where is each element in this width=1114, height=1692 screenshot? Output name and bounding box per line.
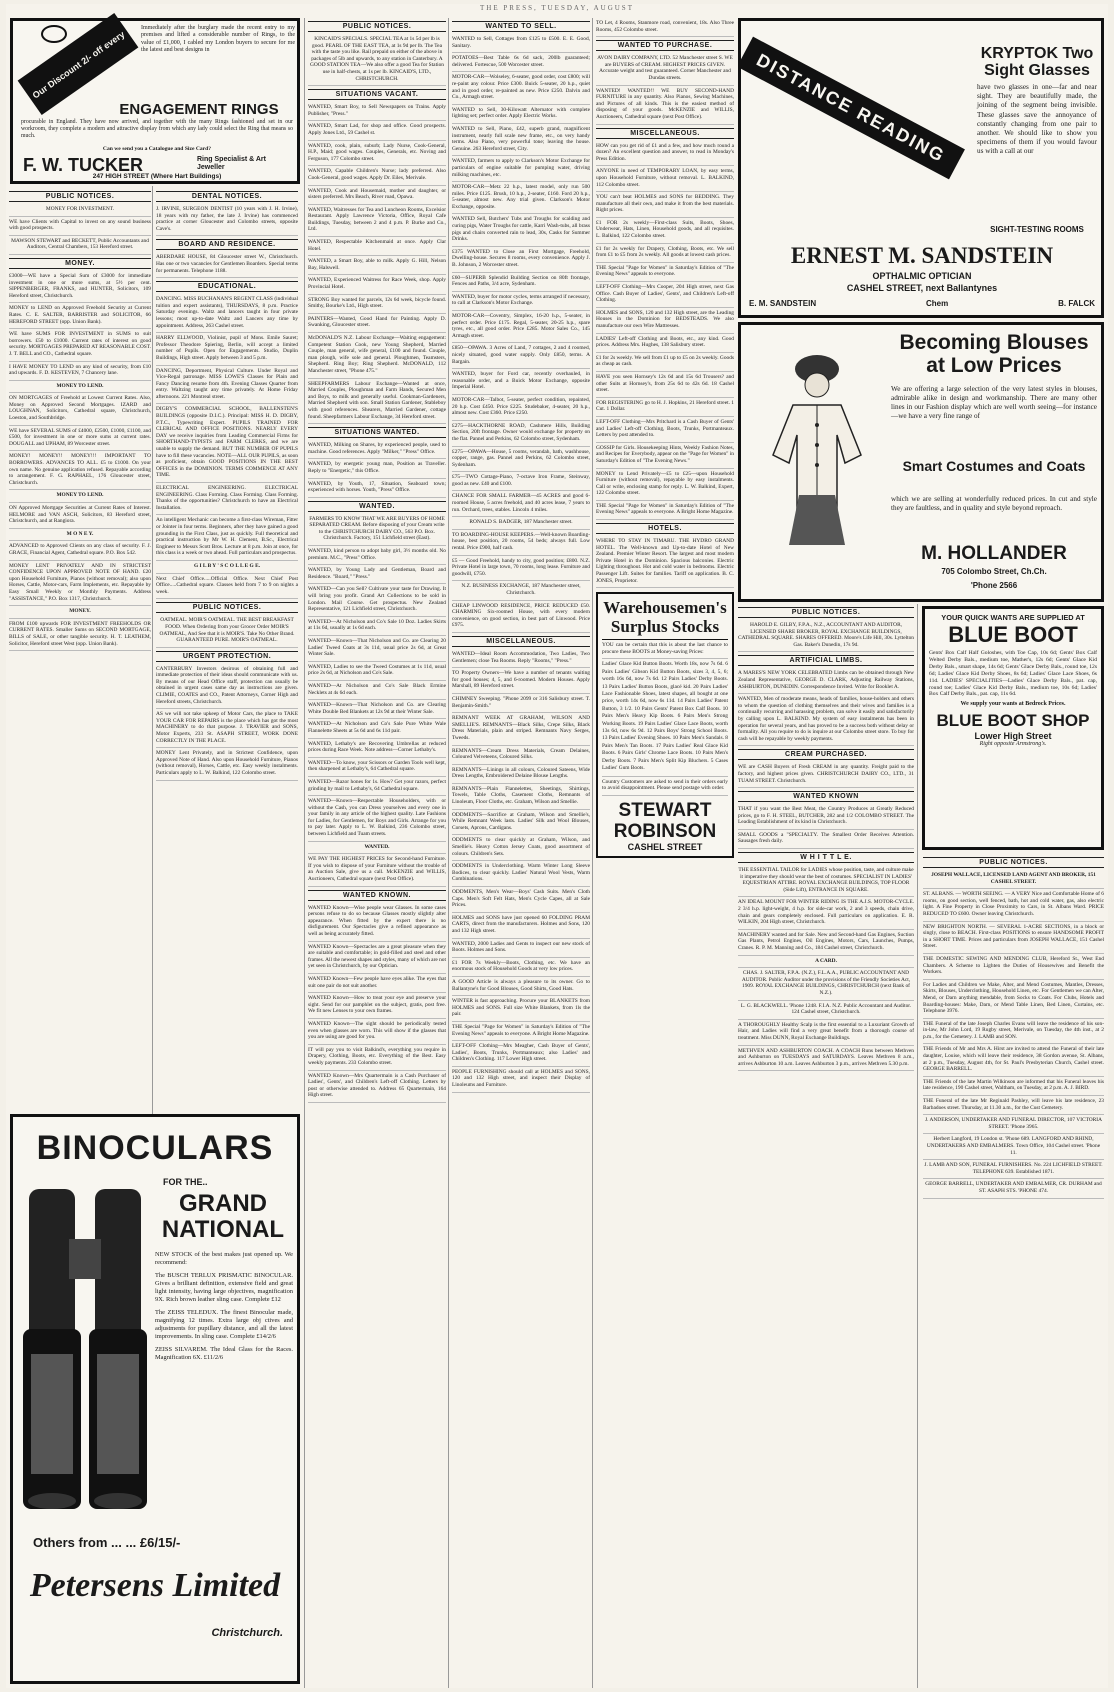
sight-testing-rooms: SIGHT-TESTING ROOMS <box>990 225 1084 234</box>
notice-grace: ADVANCED to Approved Clients on any class of security. F. J. GRACE, Financial Agent, Cathedral square. P.O. Box 542. <box>9 541 151 560</box>
blue-boot-shop: BLUE BOOT SHOP <box>936 711 1090 731</box>
misc-12: HOLMES and SONS have just opened 60 FOLDING PRAM CARTS, direct from the manufacturers. Holmes and Sons, 120 and 132 High street. <box>452 913 590 939</box>
notice-salter-card: CHAS. J. SALTER, F.P.A. (N.Z.), F.L.A.A., PUBLIC ACCOUNTANT AND AUDITOR. Public Auditor under the provisions of the Friendly Societies Act, 1909. ROYAL EXCHANGE BUILDINGS, CHRISTCHURCH (next Bank of N.Z.). <box>738 968 914 1000</box>
card-heading: A CARD. <box>738 956 914 969</box>
tucker-ad <box>10 18 300 184</box>
notice-leathem: FROM £100 upwards FOR INVESTMENT FREEHOLDS OR CURRENT RATES. Smaller Sums on SECOND MORTGAGE, BILLS of SALE, or other tangible security. H. T. LEATHEM, Solicitor, Hereford street West (opp. Union Bank). <box>9 619 151 651</box>
sell-20: RONALD S. BADGER, 187 Manchester street. <box>452 517 590 530</box>
sell-22: £5 — Good Freehold, handy to city, good position; £800. N.Z. Private Hotel in large town, 70 rooms, long lease. Furniture and goodwill, £750. <box>452 556 590 582</box>
binoculars-zeiss-silvarem: ZEISS SILVAREM. The Ideal Glass for the Races. Magnification 6X. £11/2/6 <box>155 1346 293 1361</box>
sandstein-staff: E. M. SANDSTEIN Chem B. FALCK <box>749 299 1095 308</box>
vacancy-1: WANTED, Smart Boy, to Sell Newspapers on Trains. Apply Publisher, "Press." <box>308 102 446 121</box>
c5-misc-15: MONEY to Lend Privately—£5 to £25—upon Household Furniture (without removal), repayable by easy instalments. Call or write, enclosing stamp for reply. L. W. Balkind, Expert, 122 Colombo street. <box>596 469 734 501</box>
hollander-phone: 'Phone 2566 <box>970 581 1018 590</box>
notice-balkind: MONEY Lent Privately, and in Strictest Confidence, upon Approved Note of Hand. Also upon Household Furniture, Pianos (without removal), Horses, Cattle, etc. Easy weekly instalments. Particulars apply to L. W. Balkind, 122 Colombo street. <box>156 748 298 780</box>
public-notices-heading-5: PUBLIC NOTICES. <box>923 857 1104 868</box>
blue-boot-intro: YOUR QUICK WANTS ARE SUPPLIED AT <box>941 613 1085 622</box>
hollander-headline: Becoming Blouses at Low Prices <box>899 331 1089 377</box>
sell-6: WANTED, farmers to apply to Clarkson's Motor Exchange for particulars of engine suitable for pumping water, driving milking machines, etc. <box>452 156 590 182</box>
wanted-2: WANTED, kind person to adopt baby girl, 3½ months old. No premium. M.C., "Press" Office. <box>308 546 446 565</box>
wanted-purchase-heading: WANTED TO PURCHASE. <box>596 40 734 51</box>
wanted-known-heading-2: WANTED KNOWN <box>738 791 914 802</box>
vacancy-8: WANTED, a Smart Boy, able to milk. Apply G. Hill, Nelson Bay, Halswell. <box>308 256 446 275</box>
sell-23: N.Z. BUSINESS EXCHANGE, 187 Manchester street, Christchurch. <box>452 581 590 600</box>
notice-electrical: ELECTRICAL ENGINEERING. ELECTRICAL ENGINEERING. Class Forming. Class Forming. Class Forming. Thanks of the opportunities? Christchurch to have an Electrical Installation. <box>156 483 298 515</box>
sell-15: MOTOR-CAR—Talbot, 5-seater, perfect condition, repainted, 20 h.p. Cost £450. Price £225. Studebaker, 4-seater, 20 h.p., almost new. Cost £360. Price £250. <box>452 395 590 421</box>
board-heading: BOARD AND RESIDENCE. <box>156 239 298 250</box>
sit-wanted-3: WANTED, by Youth, 17, Situation, Seaboard town; experienced with horses. Youth, "Press" Office. <box>308 479 446 498</box>
notice-dougall: WE have SEVERAL SUMS of £4000, £2500, £1000, £1100, and £500, for investment in one or more sums at current rates. DOUGALL and UPHAM, 89 Worcester street. <box>9 426 151 452</box>
public-notices-heading-2: PUBLIC NOTICES. <box>156 602 298 613</box>
notice-kincaids: KINCAID'S SPECIALS. SPECIAL TEA at 1s 5d per lb is good. PEARL OF THE EAST TEA, at 1s 9d per lb. The Tea with the taste you like. Rail prepaid on either of the above in packages of 5lb and upwards, to any station in Canterbury. A GOOD STATION TEA—We also offer a good Tea for Station use in half-chests, at 1s per lb. KINCAID'S, LTD., CHRISTCHURCH. <box>308 34 446 86</box>
hotels-heading: HOTELS. <box>596 523 734 534</box>
misc-9: ODDMENTS to clear quickly at Graham, Wilson, and Smellie's. Heavy Cotton Jersey Coats, good assortment of colours. Children's Sets. <box>452 835 590 861</box>
notice-scalp: A THOROUGHLY Healthy Scalp is the first essential to a Luxuriant Growth of Hair, and Ladies will find a very great benefit from a thorough course of treatment. Miss DUNN, Royal Exchange Buildings. <box>738 1020 914 1046</box>
c5-misc-16: THE Special "Page for Women" in Saturday's Edition of "The Evening News" appeals to everyone. A Bright Home Magazine. <box>596 501 734 520</box>
notice-machinery: MACHINERY wanted and for Sale. New and Second-hand Gas Engines, Suction Gas Plants, Petrol Engines, Oil Engines, Motors, Cars, Launches, Pumps, Cranes. R. P. M. Manning and Co., 184 Cashel street, Christchurch. <box>738 930 914 956</box>
binoculars-event: GRAND NATIONAL <box>161 1190 285 1243</box>
notice-money-privately: MONEY LENT PRIVATELY AND IN STRICTEST CONFIDENCE UPON APPROVED NOTE OF HAND. £20 upon Household Furniture, Pianos (without removal); also upon Horses, Cattle, Motor-cars, Farm Implements, etc. Repayable by Easy Small Weekly or Monthly Payments. Address "ASSISTANCE," P.O. Box 1317, Christchurch. <box>9 561 151 607</box>
to-let: TO Let, 4 Rooms, Stanmore road, convenient, 18s. Also Three Rooms, 452 Colombo street. <box>596 18 734 37</box>
wanted-15: WE PAY THE HIGHEST PRICES for Second-hand Furniture. If you wish to dispose of your Furniture without the trouble of an Auction Sale, give us a call. McKENZIE and WILLIS, Auctioneers, Cathedral square (next Post Office). <box>308 854 446 886</box>
money-to-lend-heading-2: MONEY TO LEND. <box>9 490 151 503</box>
notice-digby: DIGBY'S COMMERCIAL SCHOOL, BALLENSTEN'S BUILDINGS (opposite D.I.C.). Principal: MISS H. D. DIGBY, P.T.C., Typewriting Expert. PUPILS TRAINED FOR CLERICAL AND OFFICE POSITIONS. NEARLY EVERY DAY we receive inquiries from Leading Commercial Firms for SHORTHAND-TYPISTS and FARM CLERKS, and we are unable to supply the demand. BUT THE NUMBER OF PUPILS have to fill these vacancies. NOTE—ALL OUR PUPILS, as soon as proficient, obtain GOOD POSITIONS IN THE BEST OFFICES in the DOMINION. TERMS COMMENCE AT ANY TIME. <box>156 404 298 483</box>
sell-21: TO BOARDING-HOUSE KEEPERS.—Well-known Boarding-house, best position, 20 rooms, 54 beds; always full. Low rental. Price £900, half cash. <box>452 530 590 556</box>
vacancy-2: WANTED, Smart Lad, for shop and office. Good prospects. Apply Jones Ltd., 59 Cashel st. <box>308 121 446 140</box>
notice-wallace: JOSEPH WALLACE, LICENSED LAND AGENT AND BROKER, 151 CASHEL STREET. <box>923 870 1104 889</box>
notice-mawson-stewart: MAWSON STEWART and BECKETT, Public Accountants and Auditors, Central Chambers, 153 Hereford street. <box>9 236 151 255</box>
c5-misc-3: YOU can't beat HOLMES and SONS for BEDDING. They manufacture all their own, and make it from the best materials. Right prices. <box>596 192 734 218</box>
money-investment-heading: MONEY FOR INVESTMENT. <box>9 204 151 217</box>
money-heading-3: MONEY. <box>9 606 151 619</box>
warehouse-intro: YOU can be certain that this is about the last chance to procure these BOOTS at Money-saving Prices: <box>602 640 728 659</box>
petersens-logo: Petersens Limited <box>29 1567 281 1604</box>
notice-small-goods: SMALL GOODS a "SPECIALTY. The Smallest Order Receives Attention. Sausages fresh daily. <box>738 830 914 849</box>
sell-19: CHANCE FOR SMALL FARMER—45 ACRES and good 6-roomed House, 5 acres freehold, and 40 acres lease, 7 years to run. Orchard, trees, stables. Lincoln 4 miles. <box>452 491 590 517</box>
notice-st-albans: ST. ALBANS. — WORTH SEEING. — A VERY Nice and Comfortable Home of 6 rooms, on good section, well fenced, bath, hot and cold water, gas, also electric light. A Fine Property in Close Proximity to Cars, in St. Albans Ward. PRICE REDUCED TO £600. Owner leaving Christchurch. <box>923 889 1104 921</box>
warehouse-title: Warehousemen's Surplus Stocks <box>602 598 728 640</box>
notice-clients-capital: WE have Clients with Capital to invest on any sound business with good prospects. <box>9 217 151 236</box>
wanted-known-heading: WANTED KNOWN. <box>308 890 446 901</box>
tucker-note: Can we send you a Catalogue and Size Card? <box>102 146 212 152</box>
money-heading-2: M O N E Y. <box>9 529 151 542</box>
notice-izard: ON MORTGAGES of Freehold at Lowest Current Rates. Also, Money on Approved Second Mortgages. IZARD and LOUGHNAN, Solicitors, Cathedral square, Christchurch, Loeston, and Southbridge. <box>9 393 151 425</box>
public-notices-heading-4: PUBLIC NOTICES. <box>738 607 914 618</box>
known-3: WANTED Known—Few people have eyes alike. The eyes that suit one pair do not suit another. <box>308 974 446 993</box>
sell-3: MOTOR-CAR—Wolseley, 6-seater, good order, cost £800; will re-paint any colour. Price £300. Buick 5-seater, 20 h.p., quiet and in good order, re-painted as new. Price £250. Dalvin and Co., Armagh street. <box>452 72 590 104</box>
misc-6: REMNANTS—Linings in all colours, Coloured Sateens, Wide Dress Lengths, Embroidered Delaine Blouse Lengths. <box>452 765 590 784</box>
sell-2: POTATOES—Best Table 6s 6d sack, 200lb guaranteed; delivered. Fortescue, 500 Worcester street. <box>452 53 590 72</box>
cream-heading: CREAM PURCHASED. <box>738 749 914 760</box>
tucker-body: procurable in England. They have now arrived, and together with the many Rings fashioned and set in our workroom, they complete a modern and attractive display from which any lady could select the Ring that means so much. <box>21 119 293 139</box>
notice-climie: CANTERBURY Investors desirous of obtaining full and immediate protection of their ideas should communicate with us. By means of our Head Office staff, protection can usually be obtained in urgent cases same day as instructions are given. CLIMIE, COATES and CO., Patent Attorneys, Corner High and Hereford streets, Christchurch. <box>156 664 298 710</box>
binoculars-busch: The BUSCH TERLUX PRISMATIC BINOCULAR. Gives a brilliant definition, extensive field and great light intensity, having large objectives, magnification 9X. Rich brown leather sling case. Complete £12 <box>155 1272 293 1303</box>
notice-cream: WE are CASH Buyers of Fresh CREAM in any quantity. Freight paid to the factory, and highest prices given. CHRISTCHURCH DAIRY CO., LTD., 31 TUAM STREET. Christchurch. <box>738 762 914 788</box>
tucker-title: ENGAGEMENT RINGS <box>119 101 279 118</box>
binoculars-ad <box>10 1114 300 1684</box>
c5-misc-13: LEFT-OFF Clothing—Mrs Pritchard is a Cash Buyer of Gents' and Ladies' Left-off Clothing, Boots, Trunks, Portmanteaux. Letters by post attended to. <box>596 417 734 443</box>
binoculars-for: FOR THE.. <box>163 1177 208 1187</box>
sandstein-name: ERNEST M. SANDSTEIN <box>790 243 1054 268</box>
newspaper-page <box>6 4 1108 1688</box>
hollander-ad <box>738 322 1104 602</box>
wanted-13: WANTED—Razor hones for 1s. How? Get your razors, perfect grinding by mail to Lethaby's, 64 Cathedral square. <box>308 777 446 796</box>
wanted-1: FARMERS TO KNOW THAT WE ARE BUYERS OF HOME SEPARATED CREAM. Before disposing of your Cream write to the CHRISTCHURCH DAIRY CO., 563 P.O. Box. Christchurch. Factory, 151 Lichfield street (East). <box>308 514 446 546</box>
misc-18: LEFT-OFF Clothing—Mrs Meagher, Cash Buyer of Gents', Ladies', Boots, Trunks, Portmanteaux; also Ladies' and Children's Clothing. 117 Lower High street. <box>452 1041 590 1067</box>
notice-mechanic: An intelligent Mechanic can become a first-class Wireman, Fitter or Jointer in four terms. Beginners, after they have gained a good grounding in the First Class, just as quickly. Full theoretical and practical instruction by Mr W. H. Clement, B.Sc., Electrical Engineer to Messrs Scott Bros. Lecture at 8 p.m. Join at once, for this class is a week or two ahead. Full particulars and prospectus. <box>156 515 298 561</box>
col7-content <box>923 854 1104 1688</box>
misc-11: ODDMENTS, Men's Wear—Boys' Cash Suits. Men's Cloth Caps. Men's Soft Felt Hats, Men's Cycle Capes, all at Sale Prices. <box>452 887 590 913</box>
binoculars-title: BINOCULARS <box>36 1129 274 1167</box>
sell-9: £375 WANTED to Close an First Mortgage, Freehold, Dwelling-house. Secures 8 rooms, every convenience. Apply J. B. Johnson, 2 Worcester street. <box>452 247 590 273</box>
sell-18: £75—TWO Cottage-Piano, 7-octave Iron Frame, Steinway, good as new. £40 and £100. <box>452 472 590 491</box>
wanted-3: WANTED, by Young Lady and Gentleman, Board and Residence. "Board," "Press." <box>308 565 446 584</box>
misc-3: CHIMNEY Sweeping. "Phone 2099 or 316 Salisbury street. T. Benjamin-Smith." <box>452 694 590 713</box>
warehouse-outro: Country Customers are asked to send in their orders early to avoid disappointment. Please send postage with order. <box>602 777 728 796</box>
vacancy-11: PAINTERS—Wanted, Good Hand for Painting. Apply D. Swanking, Gloucester street. <box>308 314 446 333</box>
vacancy-7: WANTED, Respectable Kitchenmaid at once. Apply Clar Hotel. <box>308 237 446 256</box>
known-6: IT will pay you to visit Balkind's, everything you require in Drapery, Clothing, Boots, etc. Everything of the Best. Easy weekly payments. 233 Colombo street. <box>308 1045 446 1071</box>
stewart-robinson-ad <box>596 592 734 857</box>
misc-heading-2: MISCELLANEOUS. <box>596 128 734 139</box>
binoculars-text <box>155 1251 293 1362</box>
blue-boot-body: Gents' Box Calf Half Goloshes, with Toe Cap, 10s 6d; Gents' Box Calf Welted Derby Bals., medium toe, Mather's, 12s 6d; Gents' Glace Kid Derby Bals., smart shape, 14s 6d; Gents' Glace Derby Bals., round toe, 12s 6d; Ladies' Glace Kid Derby Shoes, 8s 6d; Ladies' Glace Lace Shoes, 6s 11d. LADIES' SPECIALITIES—Ladies' Glace Derby Bals., pat. cap, round toe; Ladies' Glace Kid Derby Bals., medium toe, 10s 6d; Ladies' Box Calf Derby Bals., pat. cap, 11s 6d. <box>929 650 1097 698</box>
misc-5: REMNANTS—Cream Dress Materials, Cream Delaines, Coloured Velveteens, Coloured Silks. <box>452 746 590 765</box>
situations-vacant-heading: SITUATIONS VACANT. <box>308 89 446 100</box>
notice-helmore: ON Approved Mortgage Securities at Current Rates of Interest. HELMORE and VAN ASCH, Solicitors, 83 Hereford street, Christchurch, and at Rangiora. <box>9 503 151 529</box>
sell-12: MOTOR-CAR—Coventry, Simplex, 16-20 h.p., 5-seater, in perfect order. Price £175. Regal, 5-seater, 20-25 h.p., spare tyres, etc., all good order. Price £285. Motor Sales Co., 145 Armagh street. <box>452 311 590 343</box>
blue-boot-tag: We supply your wants at Bedrock Prices. <box>960 701 1066 708</box>
notice-raphael: MONEY! MONEY!! MONEY!!! IMPORTANT TO BORROWERS. ADVANCES TO ALL. £5 to £1000. On your own name. No genuine application refused. Repayable according to arrangement. F. G. RAPHAEL, 176 Gloucester street, Christchurch. <box>9 451 151 490</box>
sell-14: WANTED, buyer for Ford car, recently overhauled, in reasonable order, and a Buick Motor Exchange, opposite Imperial Hotel. <box>452 369 590 395</box>
tucker-name: F. W. TUCKER <box>23 155 143 175</box>
notice-moirs-oatmeal: OATMEAL. MOIR'S OATMEAL. THE BEST BREAKFAST FOOD. When Ordering from your Grocer Order MOIR'S OATMEAL, And See that it is MOIR'S. Take No Other Brand. GUARANTEED PURE. MOIR'S OATMEAL. <box>156 615 298 647</box>
notice-funeral-hirst: THE Friends of Mr and Mrs A. Hirst are invited to attend the Funeral of their late daughter, Louise, which will leave their residence, 38 Gordon avenue, St. Albans, at 2 p.m., Tuesday, August 4th, for St. Paul's Presbyterian Church, Cashel street. GEORGE BARRELL. <box>923 1044 1104 1076</box>
wanted-heading-2: WANTED. <box>308 842 446 855</box>
misc-14: £1 FOR 7s Weekly—Boots, Clothing, etc. We have an enormous stock of Household Goods at very low prices. <box>452 958 590 977</box>
col6-content <box>738 604 918 1688</box>
notice-whittle: THE ESSENTIAL TAILOR for LADIES whose position, taste, and culture make it imperative they should wear the best of costumes. SPECIALIST IN LADIES' EQUESTRIAN ATTIRE. ROYAL EXCHANGE BUILDINGS, TOP FLOOR (Side Lift), ENTRANCE IN SQUARE. <box>738 865 914 897</box>
notice-funeral-evans: THE Funeral of the late Joseph Charles Evans will leave the residence of his son-in-law, Mr John Lord, 19 Rugby street, Merivale, on Tuesday, the 4th inst., at 2 p.m., for the Cemetery. J. LAMB and SON. <box>923 1019 1104 1045</box>
stewart-robinson-name: STEWART ROBINSON <box>613 799 717 842</box>
c5-misc-6: THE Special "Page for Women" in Saturday's Edition of "The Evening News" appeals to everyone. <box>596 263 734 282</box>
distance-reading-banner: DISTANCE READING <box>738 37 965 180</box>
kryptok-body: have two glasses in one—far and near sight. They are beautifully made, the joining of the segment being invisible. These glasses save the annoyance of constantly changing from one pair to another. We should like to show you specimens of them if you would favour us with a call at our <box>977 83 1097 156</box>
wanted-4: WANTED—Can you Sell? Cultivate your taste for Drawing. It will bring you profit. Grand Art Collections to be sold in London. Mail Course. Get prospectus. New Zealand Representative, 121 Lichfield street, Christchurch. <box>308 584 446 616</box>
dental-heading: DENTAL NOTICES. <box>156 191 298 202</box>
notice-hgilby: HAROLD E. GILBY, F.P.A., N.Z., ACCOUNTANT AND AUDITOR, LICENSED SHARE BROKER, ROYAL EXCHANGE BUILDINGS, CATHEDRAL SQUARE. SHARES OFFERED. Moore's Life Hill, 30s. Lyttelton Gas. Baker's Dunedin, 17s 9d. <box>738 620 914 652</box>
wanted-5: WANTED—At Nicholson and Co's Sale 10 Doz. Ladies Skirts at 11s 6d, usually at 1s 6d each. <box>308 617 446 636</box>
wanted-7: WANTED, Ladies to see the Tweed Costumes at 1s 11d, usual price 2s 6d, at Nicholson and Co's Sale. <box>308 662 446 681</box>
misc-7: REMNANTS—Plain Flannelettes, Sheetings, Shirtings, Towels, Table Cloths, Casement Cloths, Remnants of Linoleum, Floor Cloths, etc. Graham, Wilson and Smellie. <box>452 784 590 810</box>
blue-boot-address: Lower High Street <box>974 731 1052 742</box>
notice-funeral-wilkinson: THE Friends of the late Martin Wilkinson are informed that his Funeral leaves his late residence, 190 Cashel street, Waltham, on Tuesday, at 2 p.m. A. J. BIRD. <box>923 1077 1104 1096</box>
c5-misc-8: HOLMES and SONS, 120 and 132 High street, are the Leading Houses in the Dominion for BEDSTEADS. We also manufacture our own Wire Mattresses. <box>596 308 734 334</box>
misc-13: WANTED, 2000 Ladies and Gents to inspect our new stock of Boots. Holmes and Sons. <box>452 939 590 958</box>
known-5: WANTED Known—The sight should be periodically tested even when glasses are worn. This will show if the glasses that you are using are good for you. <box>308 1019 446 1045</box>
hollander-name: M. HOLLANDER <box>921 543 1067 564</box>
ring-icon <box>41 25 67 43</box>
tucker-trade: Ring Specialist & Art Jeweller <box>197 156 266 171</box>
notice-irvine: J. IRVINE, SURGEON DENTIST (10 years with J. H. Irvine), 18 years with my father, the late J. Irvine) has commenced practice at corner Gloucester and Colombo streets, opposite Cave's. <box>156 204 298 236</box>
hollander-body-2: which we are selling at wonderfully reduced prices. In cut and style they are faultless, and in quality and style beyond reproach. <box>891 495 1097 512</box>
sell-24: CHEAP LINWOOD RESIDENCE, PRICE REDUCED £50. CHARMING Six-roomed House, with every modern convenience, on good section, in best part of Linwood. Price £975. <box>452 601 590 633</box>
urgent-heading: URGENT PROTECTION. <box>156 651 298 662</box>
known-1: WANTED Known—Wise people wear Glasses. In some cases persons refuse to do so because Glasses mostly slightly alter appearance. When fitted by the expert there is no disfigurement. Our Spectacles give a refined appearance as well as being accurately fitted. <box>308 903 446 942</box>
notice-buchanan: DANCING. MISS BUCHANAN'S REGENT CLASS (individual tuition and expert assistants), THURSDAYS, 8 p.m. Practice Saturday evenings. Waltz and lancers taught in four private lessons; most up-to-date Waltz and Lancers any time by appointment. Address, 263 Cashel street. <box>156 294 298 333</box>
sell-17: £275—OPAWA—House, 5 rooms, verandah, bath, washhouse, copper, range, gas. Pannel and Perkins, 62 Colombo street, Sydenham. <box>452 447 590 473</box>
masthead: THE PRESS, TUESDAY, AUGUST <box>480 4 634 12</box>
limbs-heading: ARTIFICIAL LIMBS. <box>738 655 914 666</box>
c5-misc-5: £1 for 2s weekly for Drapery, Clothing, Boots, etc. We sell from £1 to £5 from 2s weekly. All goods at lowest cash prices. <box>596 244 734 263</box>
notice-domestic-club: THE DOMESTIC SEWING AND MENDING CLUB, Hereford St., West End Chambers. A Scheme to Lighten the Duties of Housewives and Benefit the Workers. <box>923 954 1104 980</box>
notice-lamb: J. LAMB AND SON, FUNERAL FURNISHERS. No. 224 LICHFIELD STREET. TELEPHONE 639. Established 1871. <box>923 1160 1104 1179</box>
sell-10: £60—SUPERB Splendid Building Section on 80ft frontage, Fences and Paths, 3/4 acre, Sydenham. <box>452 273 590 292</box>
c5-misc-4: £1 FOR 2s weekly—First-class Suits, Boots, Shoes, Underwear, Hats, Linen, Household goods, and all requisites. L. Balkind, 122 Colombo street. <box>596 218 734 244</box>
stewart-robinson-address: CASHEL STREET <box>627 841 703 852</box>
wanted-8: WANTED—At Nicholson and Co's Sale Black Ermine Necklets at 4s 6d each. <box>308 681 446 700</box>
misc-1: WANTED—Ideal Room Accommodation, Two Ladies, Two Gentlemen; close Tea Rooms. Reply "Rooms," "Press." <box>452 649 590 668</box>
tucker-intro: Immediately after the burglary made the recent entry to my premises and lifted a considerable number of Rings, to the value of £1,000, I cabled my London buyers to secure for me the latest and best designs in <box>141 25 295 54</box>
col3-content <box>304 18 446 1688</box>
blouse-illustration <box>749 345 885 545</box>
c5-misc-2: ANYONE in need of TEMPORARY LOAN, by easy terms, upon Household Furniture, without removal. L. BALKIND, 112 Colombo street. <box>596 166 734 192</box>
misc-4: REMNANT WEEK AT GRAHAM, WILSON AND SMELLIE'S. REMNANTS—Black Silks, Crepe Silks, Black Dress Materials, plain and striped. Remnants Navy Serges, Tweeds. <box>452 713 590 745</box>
notice-salter: MONEY to LEND on Approved Freehold Security at Current Rates. C. E. SALTER, BARRISTER and SOLICITOR, 66 HEREFORD STREET (opp. Union Bank). <box>9 303 151 329</box>
hollander-body: We are offering a large selection of the very latest styles in blouses, admirable alike in design and workmanship. There are many other lines in our Fashion display which are well worth seeing—for instance—we have a very fine range of <box>891 385 1097 420</box>
wanted-to-sell-heading: WANTED TO SELL. <box>452 21 590 32</box>
whittle-heading: W H I T T L E. <box>738 852 914 863</box>
blue-boot-note: Right opposite Armstrong's. <box>979 741 1047 748</box>
known-7: WANTED Known—Mrs Quartermain is a Cash Purchaser of Ladies', Gents', and Children's Left-off Clothing. Letters by post or otherwise attended to. Address 65 Quartermain, 164 High street. <box>308 1071 446 1103</box>
misc-8: ODDMENTS—Sacrifice at Graham, Wilson and Smellie's, While Remnant Week lasts. Ladies' Silk and Wool Blouses, Corsets, Aprons, Cardigans. <box>452 810 590 836</box>
wanted-12: WANTED—To know, your Scissors or Garden Tools well kept, then sharpened at Lethaby's, 64 Cathedral square. <box>308 758 446 777</box>
misc-10: ODDMENTS in Underclothing. Warm Winter Long Sleeve Bodices, to clear quickly. Ladies' Natural Wool Vests, Warm Combinations. <box>452 861 590 887</box>
notice-barrell: GEORGE BARRELL, UNDERTAKER AND EMBALMER, CR. DURHAM and ST. ASAPH STS. 'PHONE 474. <box>923 1179 1104 1198</box>
binoculars-intro: NEW STOCK of the best makes just opened up. We recommend: <box>155 1251 293 1266</box>
discount-ribbon: Our Discount 2/- off every £1 <box>18 13 139 115</box>
wanted-14: WANTED—Known—Respectable Householders, with or without the Cash, you can Dress yourselves and every one in your family in any article of the highest quality. Late Fashions for Ladies, for Gentlemen, for Boys and Girls. Arrange for you to pay later. Apply to L. W. Balkind, 236 Colombo street, between Lichfield and Tuam streets. <box>308 796 446 842</box>
col5-content <box>592 18 734 1688</box>
hydro-grand-hotel: WHERE TO STAY IN TIMARU. THE HYDRO GRAND HOTEL. The Well-known and Up-to-date Hotel of New Zealand. Premier Winter Resort. The largest and most modern Private Hotel in the Dominion. Spacious balconies. Electric Lighting throughout. Hot and cold water in bedrooms. Electric Passenger Lift. Suites for families. Tariff on application. B. C. JONES, Proprietor. <box>596 536 734 588</box>
col2-content <box>156 188 298 781</box>
known-2: WANTED Known—Spectacles are a great pleasure when they are suitable and comfortable; in gold-filled and steel and other frames. All the newest shapes and styles, many of which are not yet seen in Christchurch, by our Optician. <box>308 942 446 974</box>
c5-misc-12: FOR REGISTERING go to H. J. Hopkins, 21 Hereford street. 1 Cut. 1 Dollar. <box>596 398 734 417</box>
notice-ajs: AN IDEAL MOUNT FOR WINTER RIDING IS THE A.J.S. MOTOR-CYCLE. 2 3/4 h.p. light-weight, 4 h.p. for side-car work, 2 and 3 speeds, chain drive, chain and gears completely enclosed. Full particulars on application. E. R. WILKIN, 204 High street, Christchurch. <box>738 897 914 929</box>
misc-2: TO Property Owners—We have a number of tenants waiting for good houses; 4, 5, and 6-roomed. Modern Houses. Apply Marshall, 89 Hereford street. <box>452 668 590 694</box>
public-notices-heading: PUBLIC NOTICES. <box>9 191 151 202</box>
notice-steel: THAT if you want the Best Meat, the Country Produces at Greatly Reduced prices, go to F. H. STEEL, BUTCHER, 282 and 1/2 COLOMBO STREET. The Leading Establishment of its kind in Christchurch. <box>738 804 914 830</box>
wanted-6: WANTED—Known—That Nicholson and Co. are Clearing 20 Ladies' Tweed Coats at 3s 11d, usual price 2s 6d, at Great Winter Sale. <box>308 636 446 662</box>
notice-gilby-college: Next Chief Office.....Official Office. Next Chief Post Office.....Cathedral square. Classes held from 7 to 9 on nights a week. <box>156 574 298 600</box>
notice-coach: METHVEN AND ASHBURTON COACH. A COACH Runs between Methven and Ashburton on TUESDAYS and SATURDAYS. Leaves Methven 8 a.m., arrives Ashburton 10 a.m. Leaves Ashburton 3 p.m., arrives Methven 5.30 p.m. <box>738 1046 914 1072</box>
known-4: WANTED Known—How to treat your eye and preserve your sight. Send for our pamphlet on the subject, gratis, post free. We fit new Lenses to your own frames. <box>308 993 446 1019</box>
warehouse-items: Ladies' Glace Kid Button Boots. Worth 18s, now 7s 6d. 6 Pairs Ladies' Gibson Kid Button Boots, sizes 3, 4, 5, 6; worth 16s 6d, now 7s 6d. 12 Pairs Ladies' Derby Boots. 13 Pairs Ladies' Button Boots, glacé kid. 20 Pairs Ladies' Lace Fashionable Shoes, latest shapes, all bought at one price, worth 14s 6d, now 6s 11d. 14 Pairs Ladies' Patent Button, 3 1/2. 10 Pairs Gents' Patent Box Calf Boots. 10 Pairs Men's Heavy Kip Boots. 6 Pairs Men's Strong Working Boots. 19 Pairs Ladies' Glace Lace Boots, worth 13s 6d, now 6s 9d. 12 Pairs Boys' Strong School Boots. 13 Pairs Ladies' Evening Shoes. 10 Pairs Men's Sandals. 8 Pairs Men's Tan Boots. 17 Pairs Ladies' Real Glace Kid Boots. 6 Pairs Girls' Chrome Lace Boots. 10 Pairs Men's Derby Boots. 7 Pairs Men's Split Kip Bluchers. 5 Cases Ladies' Gum Boots. <box>602 659 728 776</box>
sell-4: WANTED to Sell, 30-Kilowatt Alternator with complete lighting set; perfect order. Apply Electric Works. <box>452 105 590 124</box>
mckenzie-willis: WANTED! WANTED!! WE BUY SECOND-HAND FURNITURE in any quantity. Also Pianos, Sewing Machines, and Pictures of all kinds. This is the easiest method of disposing of your goods. McKENZIE and WILLIS, Auctioneers, Cathedral square (next Post Office). <box>596 86 734 125</box>
situations-wanted-heading: SITUATIONS WANTED. <box>308 427 446 438</box>
blue-boot-name: BLUE BOOT <box>948 622 1078 647</box>
notice-limbs: A MARES'S NEW YORK CELEBRATED Limbs can be obtained through New Zealand Representative, GEORGE D. CLARK, Adjusting Railway Stations, ASHBURTON, DUNEDIN. Correspondence Invited. Write for Booklet A. <box>738 668 914 694</box>
notice-travier: AS we will not take upkeep of Motor Cars, the place to TAKE YOUR CAR FOR REPAIRS is the place which has got the most MACHINERY to do that purpose. J. TRAVIER and SONS, Motor Experts, 233 St. ASAPH STREET, WORK DONE CORRECTLY IN THE PLACE. <box>156 709 298 748</box>
public-notices-heading-3: PUBLIC NOTICES. <box>308 21 446 32</box>
notice-anderson: J. ANDERSON, UNDERTAKER AND FUNERAL DIRECTOR, 107 VICTORIA STREET. 'Phone 3965. <box>923 1115 1104 1134</box>
binoculars-city: Christchurch. <box>211 1627 283 1639</box>
sell-16: £275—HACKTHORNE ROAD, Cashmere Hills, Building Section, 20ft frontage. Owner would exchange for property on the flat. Pannel and Perkins, 62 Colombo street, Sydenham. <box>452 421 590 447</box>
sandstein-role: OPTHALMIC OPTICIAN <box>872 271 972 281</box>
binoculars-zeiss-teledux: The ZEISS TELEDUX. The finest Binocular made, magnifying 12 times. Extra large obj ctives and adjustments for pupillary distance, and all the latest improvements. In sling case. Complete £14/2/6 <box>155 1309 293 1340</box>
binoculars-others: Others from ... ... £6/15/- <box>33 1535 181 1550</box>
sandstein-ad <box>738 18 1104 318</box>
hollander-sub: Smart Costumes and Coats <box>902 458 1086 474</box>
money-to-lend-heading: MONEY TO LEND. <box>9 381 151 394</box>
vacancy-5: WANTED, Cook and Housemaid, mother and daughter, or sisters preferred. Mrs Beach, River road, Opawa. <box>308 186 446 205</box>
notice-wanted-men: WANTED, Men of moderate means, heads of families, house-holders and others to whom the question of clothing themselves and their wives and families is a continually recurring and harassing problem, can solve it easily and satisfactorily by calling upon L. BALKIND. My system of easy instalments has been in operation for several years, and has proved to be a success both without delay or formality. All you require to do is inquire at our Colombo street store. To buy for cash will be repayable by weekly payments. <box>738 694 914 746</box>
wanted-11: WANTED, Lethaby's are Recovering Umbrellas at reduced prices during Race Week. Note address—Corner Lethaby's. <box>308 739 446 758</box>
wanted-9: WANTED—Known—That Nicholson and Co. are Clearing White Double Bed Blankets at 12s 9d at their Winter Sale. <box>308 700 446 719</box>
misc-heading: MISCELLANEOUS. <box>452 636 590 647</box>
notice-bell: WE have SUMS FOR INVESTMENT in SUMS to suit borrowers. £50 to £1000. Current rates of interest on good security. MORTGAGES PREPARED AT REASONABLE COST. J. T. BELL and CO., Cathedral square. <box>9 329 151 361</box>
sell-8: WANTED Sell, Butchers' Tubs and Troughs for scalding and curing pigs, Water Troughs for cattle, Karri Wash-tubs, all brass pigs and chairs converted rain to lead, 30s, Casks for Summer Drinks. <box>452 214 590 246</box>
vacancy-3: WANTED, cook, plain, suburb; Lady Nurse, Cook-General, H.P., Maid; good wages. Couples, Generals, etc. Noving and Ferguson, 177 Colombo street. <box>308 141 446 167</box>
wanted-10: WANTED—At Nicholson and Co's Sale Pure White Wale Flannelette Sheets at 5s 6d and 6s 11d pair. <box>308 719 446 738</box>
c5-misc-7: LEFT-OFF Clothing—Mrs Cooper, 204 High street, next Gas Office. Cash Buyer of Ladies', Gents', and Children's Left-off Clothing. <box>596 282 734 308</box>
notice-3000: £3000—WE have a Special Sum of £3000 for immediate investment in one or more sums, at 5½ per cent. SIPPENBERGER, FRANKS, and HUNTER, Solicitors, 109 Hereford street, Christchurch. <box>9 271 151 303</box>
notice-blackwell: L. G. BLACKWELL. 'Phone 1248. F.I.A. N.Z. Public Accountant and Auditor. 124 Cashel street, Christchurch. <box>738 1001 914 1020</box>
c5-misc-10: £1 for 2s weekly. We sell from £1 up to £5 on 2s weekly. Goods as cheap as cash. <box>596 353 734 372</box>
c5-misc-11: HAVE you seen Hornsey's 12s 6d and 15s 6d Trousers? and other Suits at Hornsey's, from 25s 6d to 42s 6d. 18 Cashel street. <box>596 372 734 398</box>
misc-17: THE Special "Page for Women" in Saturday's Edition of "The Evening News" appeals to everyone. A Bright Home Magazine. <box>452 1022 590 1041</box>
wanted-heading: WANTED. <box>308 501 446 512</box>
notice-lowe: DANCING, Deportment, Physical Culture. Under Royal and Vice-Regal patronage. MISS LOWE'S Classes for Plain and Fancy Dancing resume from 4th. Evening Classes Quarter from entry. Waltzing taught any time privately. At Home Friday afternoons. 221 Montreal street. <box>156 366 298 405</box>
misc-19: PEOPLE FURNISHING should call at HOLMES and SONS, 120 and 132 High street, and inspect their Display of Linoleums and Furniture. <box>452 1067 590 1093</box>
tucker-address: 247 HIGH STREET (Where Hart Buildings) <box>92 173 222 180</box>
notice-ellwood: HARRY ELLWOOD, Violinist, pupil of Mons. Emile Sauret; Professor Theodore Spiering, Berlin, will accept a limited number of Pupils. Open for Engagements. Studio, Duplin Buildings, High street. Apply between 3 and 5 p.m. <box>156 333 298 365</box>
money-heading: MONEY. <box>9 258 151 269</box>
notice-funeral-pashley: THE Funeral of the late Mr Reginald Pashley, will leave his late residence, 23 Barbadoes street. Thursday, at 11.30 a.m., for the Cust Cemetery. <box>923 1096 1104 1115</box>
c5-misc-9: LADIES' Left-off Clothing and Boots, etc., any kind. Good prices. Address Mrs. Hughes, 138 Salisbury street. <box>596 334 734 353</box>
notice-new-brighton: NEW BRIGHTON NORTH. — SEVERAL 1-ACRE SECTIONS, in a block or singly, close to BEACH. First-class POSITIONS to ensure HANDSOME PROFIT in a SHORT TIME. Prices and particulars from JOSEPH WALLACE, 151 Cashel Street. <box>923 922 1104 954</box>
sell-5: WANTED to Sell, Piano, £42, superb grand, magnificent instrument, nearly full scale new frame, etc., on very handy terms. Also Piano, very powerful tone; leaving the house. Genuine. 263 Hereford street, City. <box>452 124 590 156</box>
sell-1: WANTED to Sell, Cottages from £125 to £500. E. E. Good, Sanitary. <box>452 34 590 53</box>
vacancy-4: WANTED, Capable Children's Nurse; lady preferred. Also Cook-General, good wages. Apply Dr. Eiles, Merivale. <box>308 166 446 185</box>
sandstein-address: CASHEL STREET, next Ballantynes <box>846 283 998 293</box>
col1-content <box>9 188 151 651</box>
gilby-college-heading: G I L B Y ' S C O L L E G E. <box>156 561 298 574</box>
sell-13: £850—OPAWA. 3 Acres of Land, 7 cottages, 2 and 4 roomed, nicely situated, good water supply. Only £850, terms. A Bargain. <box>452 343 590 369</box>
col4-content <box>448 18 590 1688</box>
misc-15: A GOOD Article is always a pleasure to its owner. Go to Ballantyne's for Good Blouses, Good Shirts, Good Hats. <box>452 977 590 996</box>
notice-kesteven: I HAVE MONEY TO LEND on any kind of security, from £10 and upwards. F. D. KESTEVEN, 7 Chancery lane. <box>9 362 151 381</box>
avon-dairy: AVON DAIRY COMPANY, LTD. 52 Manchester street S. WE are BUYERS of CREAM. HIGHEST PRICES GIVEN. Accurate weight and test guaranteed. Corner Manchester and Dundas streets. <box>596 53 734 85</box>
sit-wanted-2: WANTED, by energetic young man, Position as Traveller. Reply to "Energetic," this Office. <box>308 459 446 478</box>
c5-misc-14: GOSSIP for Girls. Housekeeping Hints, Weekly Fashion Notes, and Recipes for Everybody, appear on the "Page for Women" in Saturday's Edition of "The Evening News." <box>596 443 734 469</box>
notice-aberdare: ABERDARE HOUSE, 84 Gloucester street W., Christchurch. Has one or two vacancies for Gentlemen Boarders. Special terms for permanents. Telephone 1188. <box>156 252 298 278</box>
sit-wanted-1: WANTED, Milking on Shares, by experienced people, used to machine. Good references. Apply "Milker," "Press" Office. <box>308 440 446 459</box>
blue-boot-ad <box>922 606 1104 850</box>
misc-16: WINTER is fast approaching. Procure your BLANKETS from HOLMES and SONS. Full size White Blankets, from 1ls the pair. <box>452 996 590 1022</box>
binoculars-icon <box>23 1179 147 1519</box>
notice-langford: Herbert Langford, 19 London st. 'Phone 689. LANGFORD AND RHIND, UNDERTAKERS AND EMBALMERS. Town Office, 104 Cashel street. 'Phone 11. <box>923 1134 1104 1160</box>
sell-7: MOTOR-CAR—Metz 22 h.p., latest model, only run 500 miles. Price £125. Brush, 10 h.p., 2-seater, £160. Ford 20 h.p., 5-seater, almost new. Any trial given. Clarkson's Motor Exchange, opposite. <box>452 182 590 214</box>
notice-ladies-club: For Ladies and Children we Make, Alter, and Mend Costumes, Mantles, Dresses, Skirts, Blouses, Underclothing, Household Linen, etc. For Gentlemen we can Alter, Mend, or Darn anything mendable, from Socks to Coats. For Clubs, Hotels and Boarding-houses: Make, Darn, or Mend Table Linen, Bed Linen, Curtains, etc. Telephone 3976. <box>923 980 1104 1019</box>
vacancy-10: STRONG Boy wanted for parcels, 12s 6d week, bicycle found. Smithy, Bourke's Ltd., High street. <box>308 295 446 314</box>
educational-heading: EDUCATIONAL. <box>156 281 298 292</box>
c5-misc-1: HOW can you get rid of £1 and a few, and how much round a dozen? An excellent question and answer, to read in Monday's Press Edition. <box>596 141 734 167</box>
kryptok-title: KRYPTOK Two Sight Glasses <box>980 45 1094 79</box>
vacancy-9: WANTED, Experienced Waitress for Race Week, shop. Apply Provincial Hotel. <box>308 275 446 294</box>
sell-11: WANTED, buyer for motor cycles, terms arranged if necessary, to call at Clarkson's Motor Exchange. <box>452 292 590 311</box>
vacancy-6: WANTED, Waitresses for Tea and Luncheon Rooms, Excelsior Restaurant. Apply Lawrence Victoria, Office, Royal Cafe Buildings, Tuesday, between 2 and 4 p.m. P. Burke and Co., Ltd. <box>308 205 446 237</box>
hollander-address: 705 Colombo Street, Ch.Ch. <box>941 567 1047 576</box>
vacancy-12: McDONALD'S N.Z. Labour Exchange—Waiting engagement: Competent Station Cook, new Young Shepherd, Married Couple, man general, wife general, £100 and found. Couple, man plough, wife sole and general. Ploughmen, Teamsters, Shepherd. Ring Boy; Ring Shepherd. McDONALD, 112 Manchester street, "Phone 475." <box>308 333 446 379</box>
vacancy-13: SHEEPFARMERS Labour Exchange—Wanted at once, Married Couples, Ploughman and Farm Hands, Secured Men and Boys, to milk and generally useful. Cookman-Gardeners, Married Shepherd with son. Small Station Gardener, Stableboy with good references. Shearers, Married Gardener, cottage found. Sheepfarmers Labour Exchange, 34 Hereford street. <box>308 379 446 425</box>
